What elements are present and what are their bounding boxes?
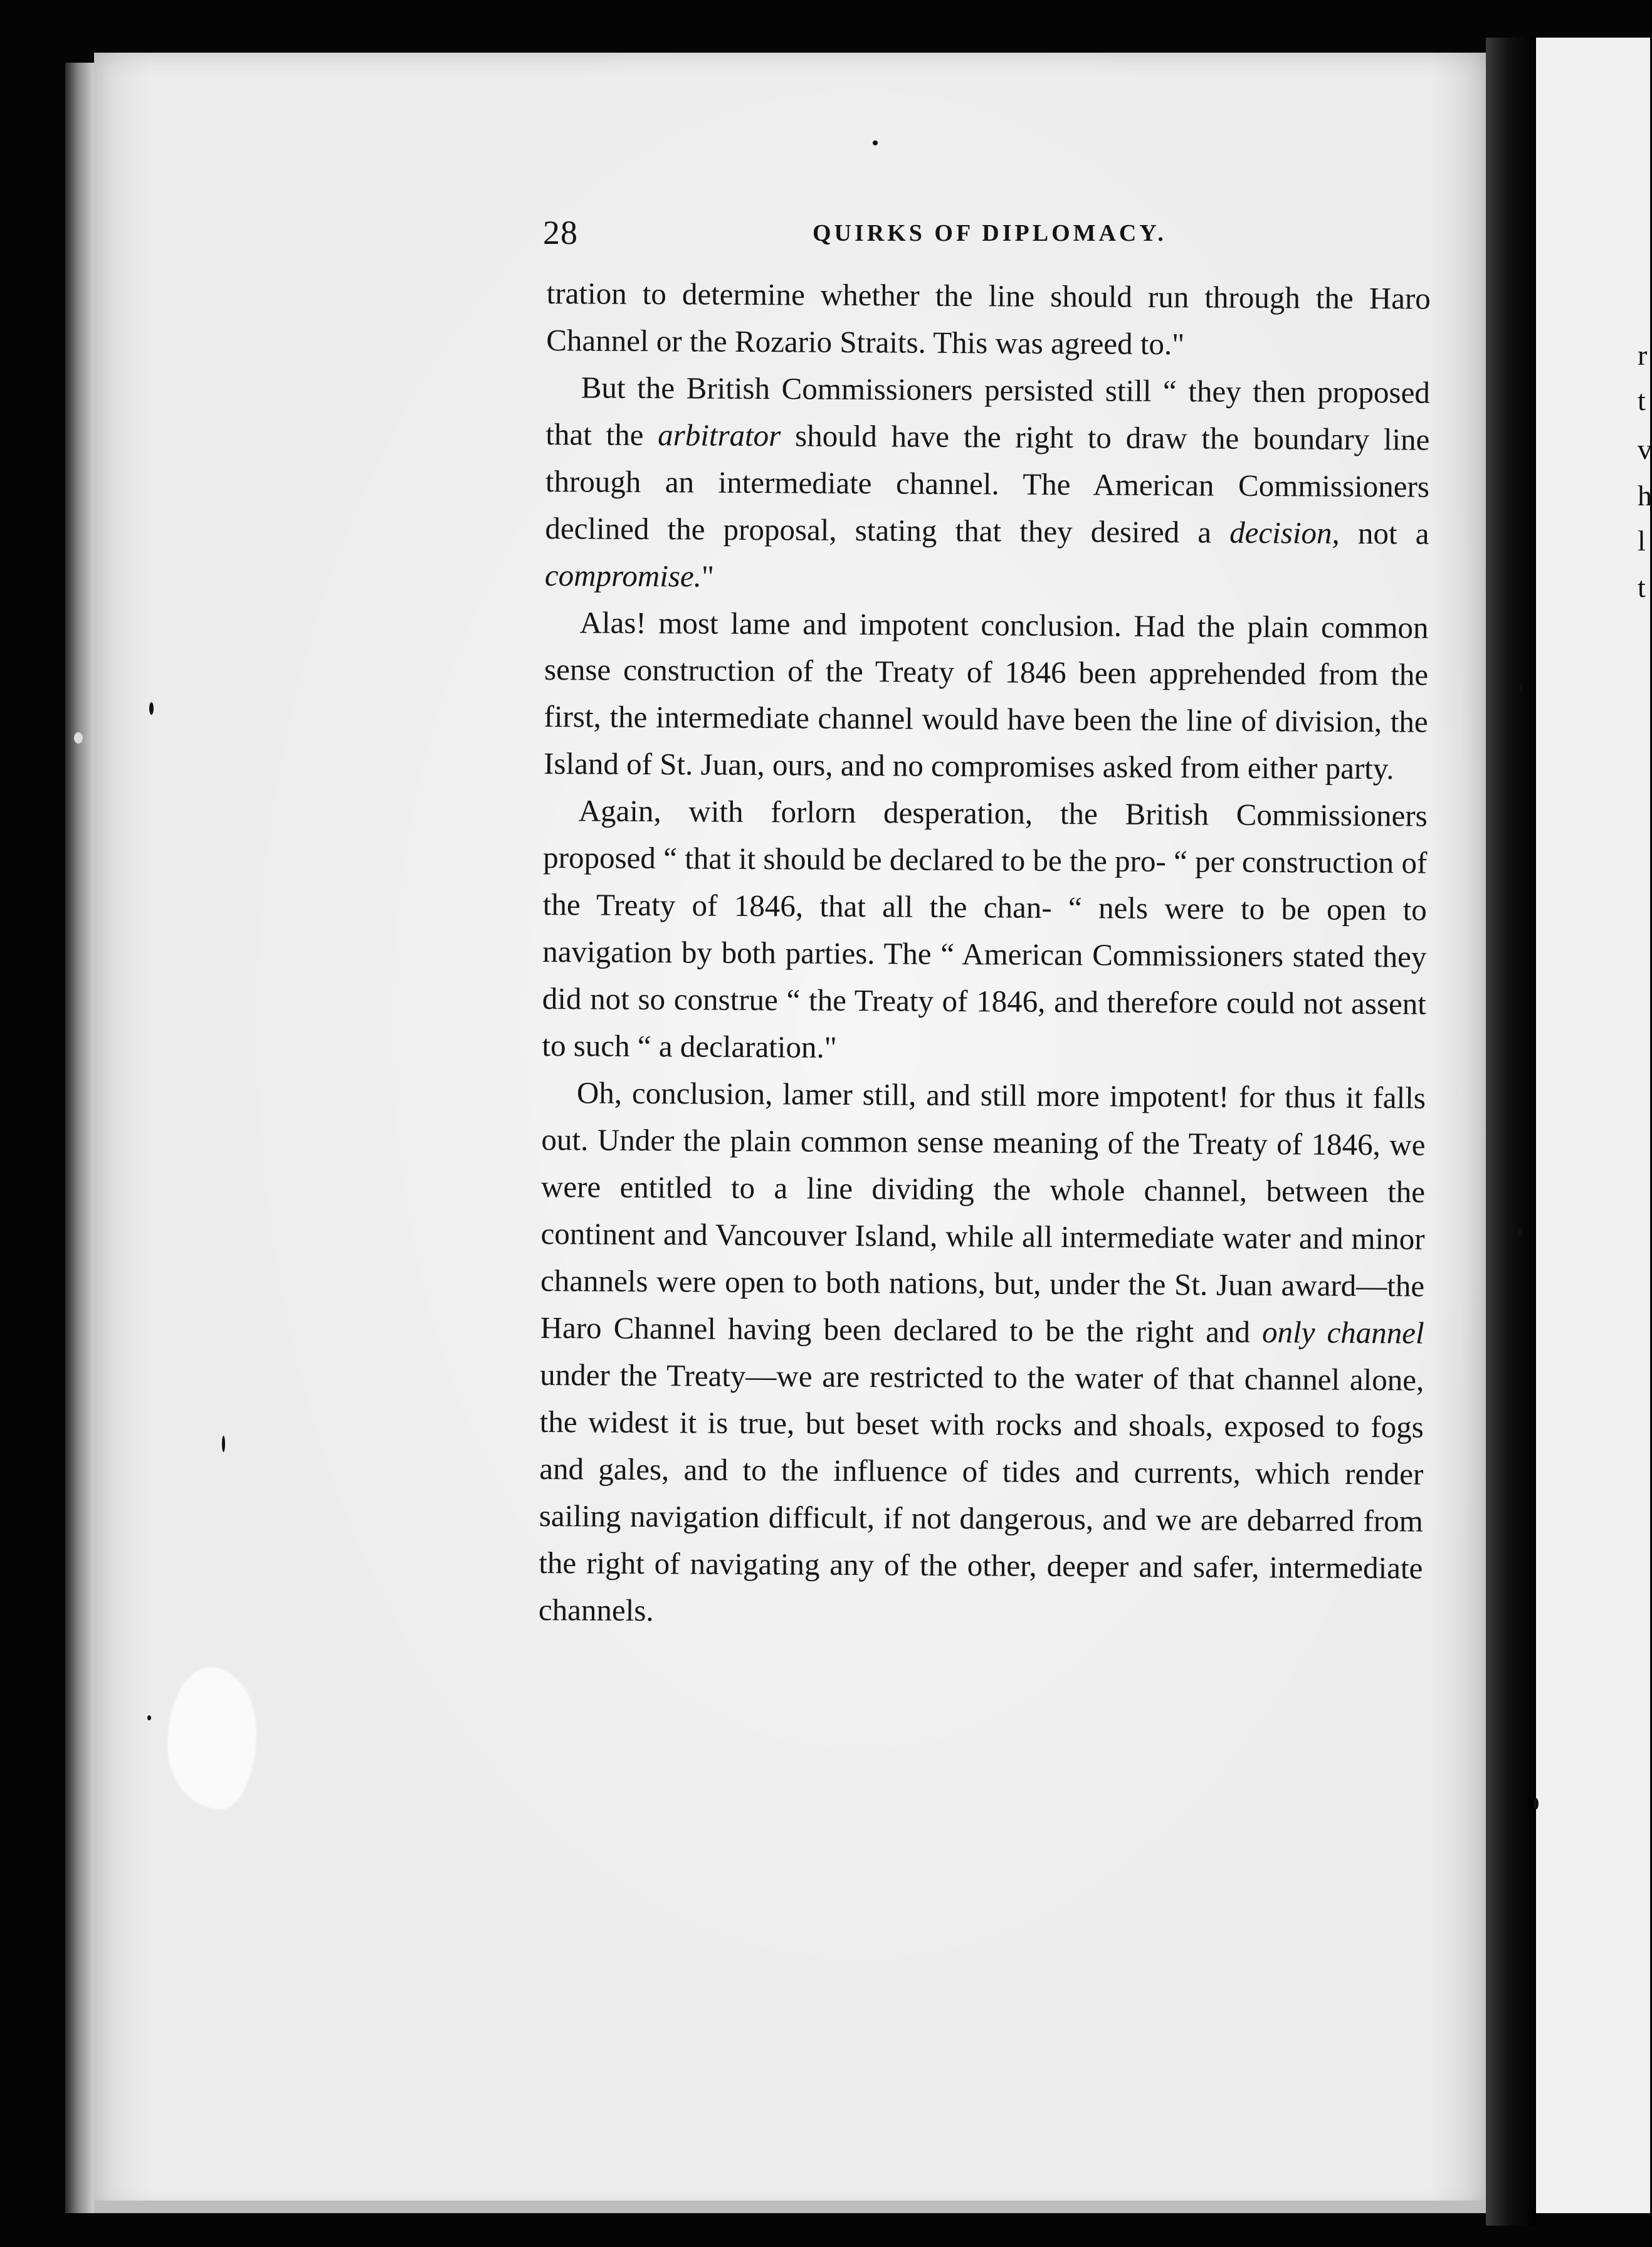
paper-blot — [168, 1668, 256, 1809]
facing-page-letter: t — [1638, 571, 1646, 603]
text-segment: tration to determine whether the line should run through the Haro Channel or the Rozario Straits. This was agreed to." — [546, 275, 1431, 362]
page-header — [543, 213, 1427, 258]
dust-speck — [1517, 1229, 1522, 1236]
body-text — [539, 270, 1431, 1639]
dust-speck — [873, 140, 878, 145]
text-segment: under the Treaty—we are restricted to the water of that channel alone, the widest it is true, but beset with rocks and shoals, exposed to fogs and gales, and to the influence of tides and currents, which render sailing navigation difficult, if not dangerous, and we are debarred from the right of navigating any of the other, deeper and safer, intermediate channels. — [538, 1357, 1424, 1628]
italic-text-segment: arbitrator — [658, 418, 781, 453]
italic-text-segment: only channel — [1261, 1315, 1424, 1350]
text-segment: Oh, conclusion, lamer still, and still more impotent! for thus it falls out. Under the plain common sense meaning of the Treaty of 1846, we were entitled to a line dividing the whole channel, between the continent and Vancouver Island, while all intermediate water and minor channels were open to both nations, but, under the St. Juan award—the Haro Channel having been declared to be the right and — [540, 1075, 1426, 1350]
facing-page-letter: r — [1638, 339, 1648, 371]
dust-speck — [1520, 683, 1523, 693]
paragraph — [545, 364, 1430, 604]
text-segment: should have the right to draw the boundary line through an intermediate channel. The American Commissioners declined the proposal, stating that they desired a — [545, 418, 1430, 550]
dust-speck — [1534, 1798, 1539, 1809]
text-segment: Alas! most lame and impotent conclusion. Had the plain common sense construction of the Treaty of 1846 been apprehended from the first, the intermediate channel would have been the line of division, the Island of St. Juan, ours, and no compromises asked from either party. — [544, 605, 1429, 786]
italic-text-segment: decision, — [1229, 515, 1340, 550]
paragraph — [542, 787, 1428, 1075]
dust-speck — [74, 732, 83, 744]
paragraph — [539, 1069, 1426, 1639]
facing-page-letter: h — [1638, 480, 1652, 512]
facing-page-letter: l — [1638, 525, 1646, 557]
dust-speck — [149, 702, 154, 715]
text-segment: not a — [1339, 515, 1429, 551]
facing-page-letter: t — [1638, 384, 1646, 416]
gutter-shadow — [1486, 38, 1536, 2226]
facing-page — [1536, 38, 1650, 2213]
page-bottom-edge — [94, 2201, 1486, 2213]
paragraph — [546, 270, 1431, 369]
paragraph — [544, 599, 1429, 792]
dust-speck — [222, 1436, 225, 1452]
page-number: 28 — [543, 214, 578, 251]
text-segment: But the British Commissioners persisted still “ they then proposed that the — [545, 370, 1430, 453]
facing-page-letter: v — [1638, 433, 1652, 465]
text-segment: Again, with forlorn desperation, the British Commissioners proposed “ that it should be declared to be the pro- “ per construction of the Treaty of 1846, that all the chan- “ nels were to be open to navigation by both parties. The “ American Commissioners stated they did not so construe “ the Treaty of 1846, and therefore could not assent to such “ a declaration." — [542, 793, 1428, 1065]
italic-text-segment: compromise. — [544, 557, 702, 594]
dust-speck — [147, 1715, 151, 1720]
running-title: QUIRKS OF DIPLOMACY. — [813, 220, 1167, 246]
text-segment: " — [701, 559, 715, 594]
